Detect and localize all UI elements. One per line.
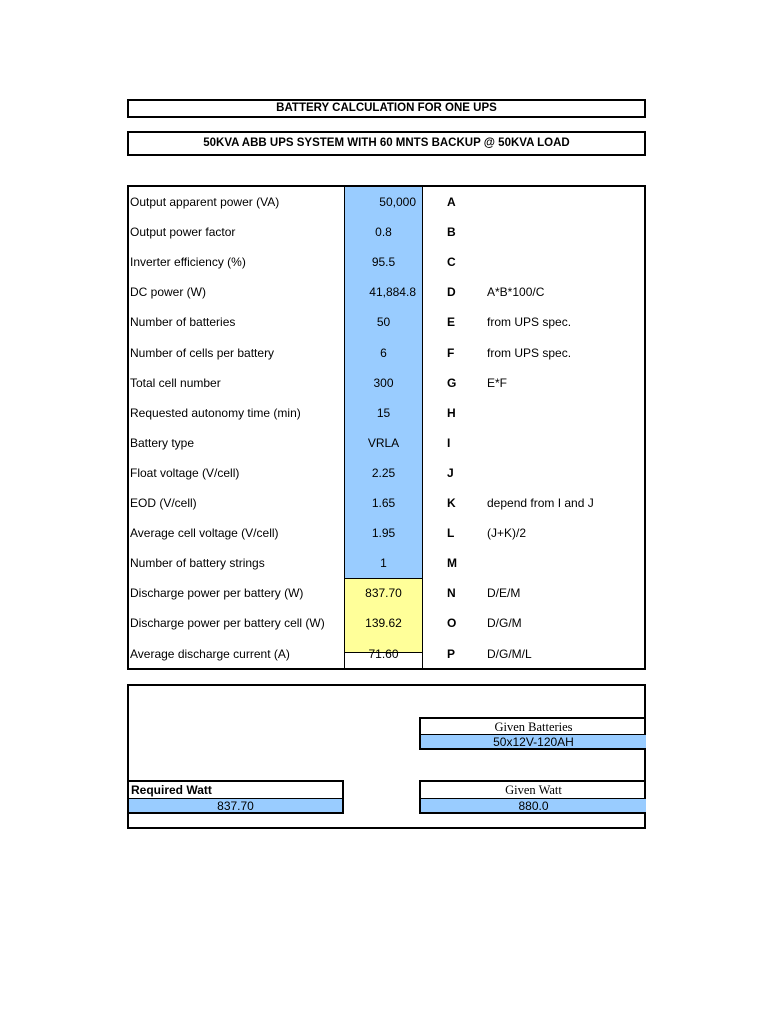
row-code: E: [447, 315, 456, 330]
row-label: Total cell number: [130, 375, 221, 390]
row-label: Requested autonomy time (min): [130, 405, 301, 420]
row-code: G: [447, 375, 457, 390]
row-value: 50: [376, 315, 391, 330]
calculation-table: [127, 185, 646, 670]
row-label: Battery type: [130, 435, 195, 450]
row-label: Number of cells per battery: [130, 345, 275, 360]
table-row: [129, 398, 644, 428]
row-value: 1: [380, 556, 387, 571]
row-code: K: [447, 496, 456, 510]
row-label: Output apparent power (VA): [130, 195, 280, 209]
row-formula: from UPS spec.: [487, 315, 572, 330]
row-formula: A*B*100/C: [487, 285, 545, 300]
row-code: N: [447, 586, 456, 601]
table-row: [129, 518, 644, 548]
row-label: Float voltage (V/cell): [130, 465, 240, 480]
table-row: [129, 608, 644, 638]
table-row: [129, 368, 644, 398]
row-formula: E*F: [487, 375, 508, 390]
table-row: [129, 639, 644, 669]
row-value: VRLA: [367, 435, 400, 450]
table-row: [129, 458, 644, 488]
row-code: P: [447, 646, 456, 661]
row-code: J: [447, 465, 454, 480]
table-row: [129, 247, 644, 277]
row-code: A: [447, 195, 456, 209]
row-code: C: [447, 255, 456, 270]
row-value: 6: [380, 345, 387, 360]
row-label: Number of batteries: [130, 315, 236, 330]
row-formula: (J+K)/2: [487, 526, 527, 541]
row-value: 50,000: [379, 195, 416, 209]
row-formula: depend from I and J: [487, 496, 594, 510]
given-batteries-header: Given Batteries: [419, 717, 646, 734]
row-formula: D/G/M/L: [487, 646, 532, 661]
row-label: Discharge power per battery (W): [130, 586, 304, 601]
row-value: 139.62: [365, 616, 402, 631]
row-value: 1.95: [371, 526, 396, 541]
row-value: 41,884.8: [369, 285, 416, 300]
row-code: D: [447, 285, 456, 300]
row-code: M: [447, 556, 457, 571]
given-batteries-value: 50x12V-120AH: [419, 734, 646, 750]
table-row: [129, 548, 644, 578]
row-value: 0.8: [375, 225, 392, 240]
row-label: Discharge power per battery cell (W): [130, 616, 325, 631]
page-title: BATTERY CALCULATION FOR ONE UPS: [127, 99, 646, 118]
row-value: 300: [373, 375, 394, 390]
row-formula: from UPS spec.: [487, 345, 572, 360]
row-value: 95.5: [371, 255, 396, 270]
row-label: Output power factor: [130, 225, 236, 240]
row-label: EOD (V/cell): [130, 496, 197, 510]
table-row: [129, 578, 644, 608]
row-formula: D/E/M: [487, 586, 521, 601]
row-label: Average discharge current (A): [130, 646, 290, 661]
summary-box: [127, 684, 646, 829]
table-row: [129, 187, 644, 217]
row-label: Average cell voltage (V/cell): [130, 526, 279, 541]
page-subtitle: 50KVA ABB UPS SYSTEM WITH 60 MNTS BACKUP @ 50KVA LOAD: [127, 131, 646, 156]
row-code: F: [447, 345, 455, 360]
given-watt-header: Given Watt: [419, 780, 646, 798]
row-code: H: [447, 405, 456, 420]
row-label: Number of battery strings: [130, 556, 265, 571]
row-code: L: [447, 526, 455, 541]
table-row: [129, 428, 644, 458]
row-value: 71.60: [368, 646, 399, 661]
row-value: 2.25: [371, 465, 396, 480]
table-row: [129, 307, 644, 337]
row-label: Inverter efficiency (%): [130, 255, 246, 270]
row-code: B: [447, 225, 456, 240]
given-watt-value: 880.0: [419, 798, 646, 814]
row-code: I: [447, 435, 451, 450]
table-row: [129, 338, 644, 368]
row-value: 837.70: [365, 586, 402, 601]
row-formula: D/G/M: [487, 616, 522, 631]
row-label: DC power (W): [130, 285, 207, 300]
required-watt-value: 837.70: [129, 798, 344, 814]
required-watt-header: Required Watt: [129, 780, 344, 798]
table-row: [129, 488, 644, 518]
row-code: O: [447, 616, 457, 631]
table-row: [129, 217, 644, 247]
table-row: [129, 277, 644, 307]
row-value: 15: [376, 405, 391, 420]
row-value: 1.65: [371, 496, 396, 510]
